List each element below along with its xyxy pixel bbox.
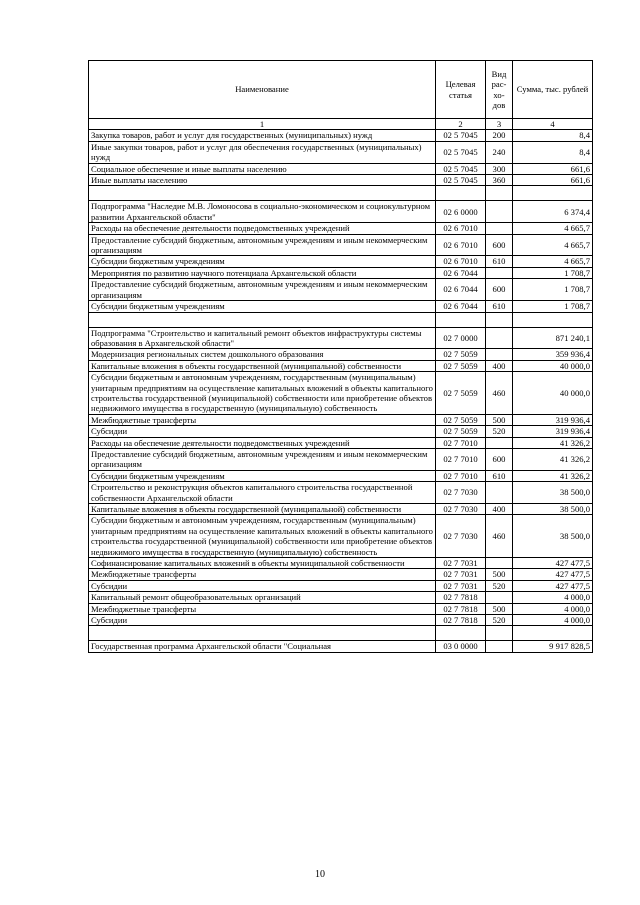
- row-type-cell: 500: [486, 603, 513, 614]
- row-sum-cell: 4 665,7: [513, 234, 593, 256]
- spacer-cell: [89, 312, 436, 327]
- spacer-cell: [436, 626, 486, 641]
- row-name-cell: Капитальные вложения в объекты государственной (муниципальной) собственности: [89, 360, 436, 371]
- row-sum-cell: 1 708,7: [513, 267, 593, 278]
- table-row: [89, 372, 593, 415]
- row-code-cell: 02 7 7010: [436, 437, 486, 448]
- row-name-cell: Подпрограмма "Наследие М.В. Ломоносова в социально-экономическом и социокультурном развитии Архангельской области": [89, 201, 436, 223]
- row-type-cell: 500: [486, 569, 513, 580]
- table-row: [89, 437, 593, 448]
- spacer-row: [89, 626, 593, 641]
- row-code-cell: 02 7 7818: [436, 603, 486, 614]
- row-code-cell: 02 5 7045: [436, 163, 486, 174]
- row-name-cell: Межбюджетные трансферты: [89, 414, 436, 425]
- row-name-cell: Социальное обеспечение и иные выплаты населению: [89, 163, 436, 174]
- spacer-cell: [486, 312, 513, 327]
- table-row: [89, 223, 593, 234]
- row-code-cell: 02 7 7030: [436, 504, 486, 515]
- row-name-cell: Межбюджетные трансферты: [89, 569, 436, 580]
- spacer-cell: [513, 186, 593, 201]
- program-row: [89, 327, 593, 349]
- row-code-cell: 02 7 7030: [436, 515, 486, 558]
- table-row: [89, 426, 593, 437]
- row-type-cell: [486, 201, 513, 223]
- row-type-cell: 600: [486, 234, 513, 256]
- spacer-cell: [89, 186, 436, 201]
- row-code-cell: 02 7 7010: [436, 448, 486, 470]
- row-name-cell: Субсидии: [89, 426, 436, 437]
- row-type-cell: 460: [486, 372, 513, 415]
- row-type-cell: [486, 482, 513, 504]
- row-type-cell: [486, 592, 513, 603]
- row-code-cell: 02 7 5059: [436, 372, 486, 415]
- row-sum-cell: 38 500,0: [513, 504, 593, 515]
- row-sum-cell: 8,4: [513, 141, 593, 163]
- page-number: 10: [315, 869, 325, 880]
- row-code-cell: 02 7 7031: [436, 558, 486, 569]
- row-sum-cell: 9 917 828,5: [513, 641, 593, 652]
- row-type-cell: 520: [486, 426, 513, 437]
- column-number: 1: [89, 119, 436, 130]
- header-sum: Сумма, тыс. рублей: [513, 61, 593, 119]
- row-sum-cell: 661,6: [513, 175, 593, 186]
- row-sum-cell: 319 936,4: [513, 426, 593, 437]
- table-row: [89, 448, 593, 470]
- row-type-cell: [486, 558, 513, 569]
- row-name-cell: Субсидии бюджетным учреждениям: [89, 256, 436, 267]
- table-row: [89, 482, 593, 504]
- row-sum-cell: 427 477,5: [513, 558, 593, 569]
- row-sum-cell: 8,4: [513, 130, 593, 141]
- row-name-cell: Субсидии бюджетным и автономным учреждениям, государственным (муниципальным) унитарным предприятиям на осуществление капитальных вложений в объекты капитального строительства государственной (муниципальной) собственности или приобретение объектов недвижимого имущества в государственную (муниципальную) собственность: [89, 372, 436, 415]
- column-number: 3: [486, 119, 513, 130]
- row-sum-cell: 871 240,1: [513, 327, 593, 349]
- row-name-cell: Расходы на обеспечение деятельности подведомственных учреждений: [89, 223, 436, 234]
- row-sum-cell: 41 326,2: [513, 470, 593, 481]
- header-name: Наименование: [89, 61, 436, 119]
- row-code-cell: 02 6 7044: [436, 279, 486, 301]
- row-name-cell: Субсидии: [89, 615, 436, 626]
- row-code-cell: 02 7 7818: [436, 592, 486, 603]
- row-name-cell: Межбюджетные трансферты: [89, 603, 436, 614]
- table-row: [89, 175, 593, 186]
- column-number-row: [89, 119, 593, 130]
- spacer-cell: [436, 186, 486, 201]
- row-type-cell: 400: [486, 360, 513, 371]
- row-type-cell: 610: [486, 256, 513, 267]
- row-sum-cell: 40 000,0: [513, 372, 593, 415]
- table-row: [89, 301, 593, 312]
- row-code-cell: 02 5 7045: [436, 141, 486, 163]
- row-name-cell: Иные выплаты населению: [89, 175, 436, 186]
- row-type-cell: 400: [486, 504, 513, 515]
- row-type-cell: 460: [486, 515, 513, 558]
- row-type-cell: 520: [486, 615, 513, 626]
- row-code-cell: 02 7 7031: [436, 580, 486, 591]
- row-type-cell: 610: [486, 470, 513, 481]
- table-row: [89, 515, 593, 558]
- table-row: [89, 470, 593, 481]
- row-sum-cell: 4 665,7: [513, 256, 593, 267]
- table-row: [89, 580, 593, 591]
- row-code-cell: 02 5 7045: [436, 130, 486, 141]
- row-sum-cell: 4 000,0: [513, 592, 593, 603]
- row-code-cell: 02 6 0000: [436, 201, 486, 223]
- row-code-cell: 02 7 7030: [436, 482, 486, 504]
- row-name-cell: Строительство и реконструкция объектов капитального строительства государственной собственности Архангельской области: [89, 482, 436, 504]
- table-row: [89, 256, 593, 267]
- row-type-cell: 520: [486, 580, 513, 591]
- row-name-cell: Капитальные вложения в объекты государственной (муниципальной) собственности: [89, 504, 436, 515]
- row-name-cell: Предоставление субсидий бюджетным, автономным учреждениям и иным некоммерческим организациям: [89, 234, 436, 256]
- table-row: [89, 360, 593, 371]
- row-name-cell: Подпрограмма "Строительство и капитальный ремонт объектов инфраструктуры системы образования в Архангельской области": [89, 327, 436, 349]
- row-sum-cell: 1 708,7: [513, 279, 593, 301]
- column-number: 4: [513, 119, 593, 130]
- row-code-cell: 02 6 7010: [436, 234, 486, 256]
- row-code-cell: 02 6 7010: [436, 256, 486, 267]
- row-name-cell: Предоставление субсидий бюджетным, автономным учреждениям и иным некоммерческим организациям: [89, 279, 436, 301]
- row-sum-cell: 427 477,5: [513, 580, 593, 591]
- row-code-cell: 02 7 7818: [436, 615, 486, 626]
- row-code-cell: 02 6 7010: [436, 223, 486, 234]
- spacer-cell: [513, 626, 593, 641]
- row-sum-cell: 6 374,4: [513, 201, 593, 223]
- row-name-cell: Иные закупки товаров, работ и услуг для обеспечения государственных (муниципальных) нужд: [89, 141, 436, 163]
- row-type-cell: [486, 349, 513, 360]
- row-type-cell: 240: [486, 141, 513, 163]
- row-code-cell: 02 7 7010: [436, 470, 486, 481]
- row-sum-cell: 4 665,7: [513, 223, 593, 234]
- table-row: [89, 267, 593, 278]
- table-row: [89, 558, 593, 569]
- row-code-cell: 02 6 7044: [436, 267, 486, 278]
- table-body: [89, 130, 593, 652]
- table-row: [89, 130, 593, 141]
- header-type: Вид рас-хо-дов: [486, 61, 513, 119]
- spacer-cell: [513, 312, 593, 327]
- row-name-cell: Субсидии: [89, 580, 436, 591]
- budget-table: [88, 60, 593, 653]
- table-row: [89, 603, 593, 614]
- table-row: [89, 349, 593, 360]
- row-code-cell: 02 5 7045: [436, 175, 486, 186]
- row-sum-cell: 38 500,0: [513, 515, 593, 558]
- row-name-cell: Модернизация региональных систем дошкольного образования: [89, 349, 436, 360]
- table-row: [89, 592, 593, 603]
- row-type-cell: 360: [486, 175, 513, 186]
- header-code: Целевая статья: [436, 61, 486, 119]
- program-row: [89, 641, 593, 652]
- row-sum-cell: 38 500,0: [513, 482, 593, 504]
- row-sum-cell: 661,6: [513, 163, 593, 174]
- row-type-cell: 500: [486, 414, 513, 425]
- row-sum-cell: 319 936,4: [513, 414, 593, 425]
- table-row: [89, 504, 593, 515]
- row-name-cell: Капитальный ремонт общеобразовательных организаций: [89, 592, 436, 603]
- row-type-cell: [486, 267, 513, 278]
- table-row: [89, 163, 593, 174]
- spacer-cell: [486, 186, 513, 201]
- row-sum-cell: 1 708,7: [513, 301, 593, 312]
- row-type-cell: [486, 641, 513, 652]
- row-name-cell: Субсидии бюджетным учреждениям: [89, 470, 436, 481]
- row-sum-cell: 40 000,0: [513, 360, 593, 371]
- row-type-cell: 300: [486, 163, 513, 174]
- column-number: 2: [436, 119, 486, 130]
- row-name-cell: Государственная программа Архангельской области "Социальная: [89, 641, 436, 652]
- row-sum-cell: 4 000,0: [513, 603, 593, 614]
- row-sum-cell: 359 936,4: [513, 349, 593, 360]
- row-sum-cell: 41 326,2: [513, 448, 593, 470]
- row-name-cell: Предоставление субсидий бюджетным, автономным учреждениям и иным некоммерческим организациям: [89, 448, 436, 470]
- row-code-cell: 02 7 5059: [436, 414, 486, 425]
- row-name-cell: Закупка товаров, работ и услуг для государственных (муниципальных) нужд: [89, 130, 436, 141]
- row-type-cell: [486, 437, 513, 448]
- row-code-cell: 02 7 5059: [436, 426, 486, 437]
- row-name-cell: Мероприятия по развитию научного потенциала Архангельской области: [89, 267, 436, 278]
- row-name-cell: Расходы на обеспечение деятельности подведомственных учреждений: [89, 437, 436, 448]
- program-row: [89, 201, 593, 223]
- row-type-cell: [486, 327, 513, 349]
- table-row: [89, 569, 593, 580]
- row-code-cell: 02 7 5059: [436, 360, 486, 371]
- table-row: [89, 615, 593, 626]
- spacer-row: [89, 312, 593, 327]
- row-sum-cell: 4 000,0: [513, 615, 593, 626]
- spacer-cell: [436, 312, 486, 327]
- row-name-cell: Субсидии бюджетным учреждениям: [89, 301, 436, 312]
- table-header: [89, 61, 593, 130]
- row-name-cell: Субсидии бюджетным и автономным учреждениям, государственным (муниципальным) унитарным предприятиям на осуществление капитальных вложений в объекты капитального строительства государственной (муниципальной) собственности или приобретение объектов недвижимого имущества в государственную (муниципальную) собственность: [89, 515, 436, 558]
- row-type-cell: 200: [486, 130, 513, 141]
- row-code-cell: 03 0 0000: [436, 641, 486, 652]
- row-type-cell: [486, 223, 513, 234]
- row-type-cell: 610: [486, 301, 513, 312]
- row-code-cell: 02 6 7044: [436, 301, 486, 312]
- row-code-cell: 02 7 7031: [436, 569, 486, 580]
- row-type-cell: 600: [486, 448, 513, 470]
- table-row: [89, 414, 593, 425]
- spacer-row: [89, 186, 593, 201]
- row-sum-cell: 41 326,2: [513, 437, 593, 448]
- table-row: [89, 141, 593, 163]
- table-row: [89, 234, 593, 256]
- spacer-cell: [486, 626, 513, 641]
- row-code-cell: 02 7 0000: [436, 327, 486, 349]
- spacer-cell: [89, 626, 436, 641]
- row-type-cell: 600: [486, 279, 513, 301]
- table-row: [89, 279, 593, 301]
- row-name-cell: Софинансирование капитальных вложений в объекты муниципальной собственности: [89, 558, 436, 569]
- row-sum-cell: 427 477,5: [513, 569, 593, 580]
- row-code-cell: 02 7 5059: [436, 349, 486, 360]
